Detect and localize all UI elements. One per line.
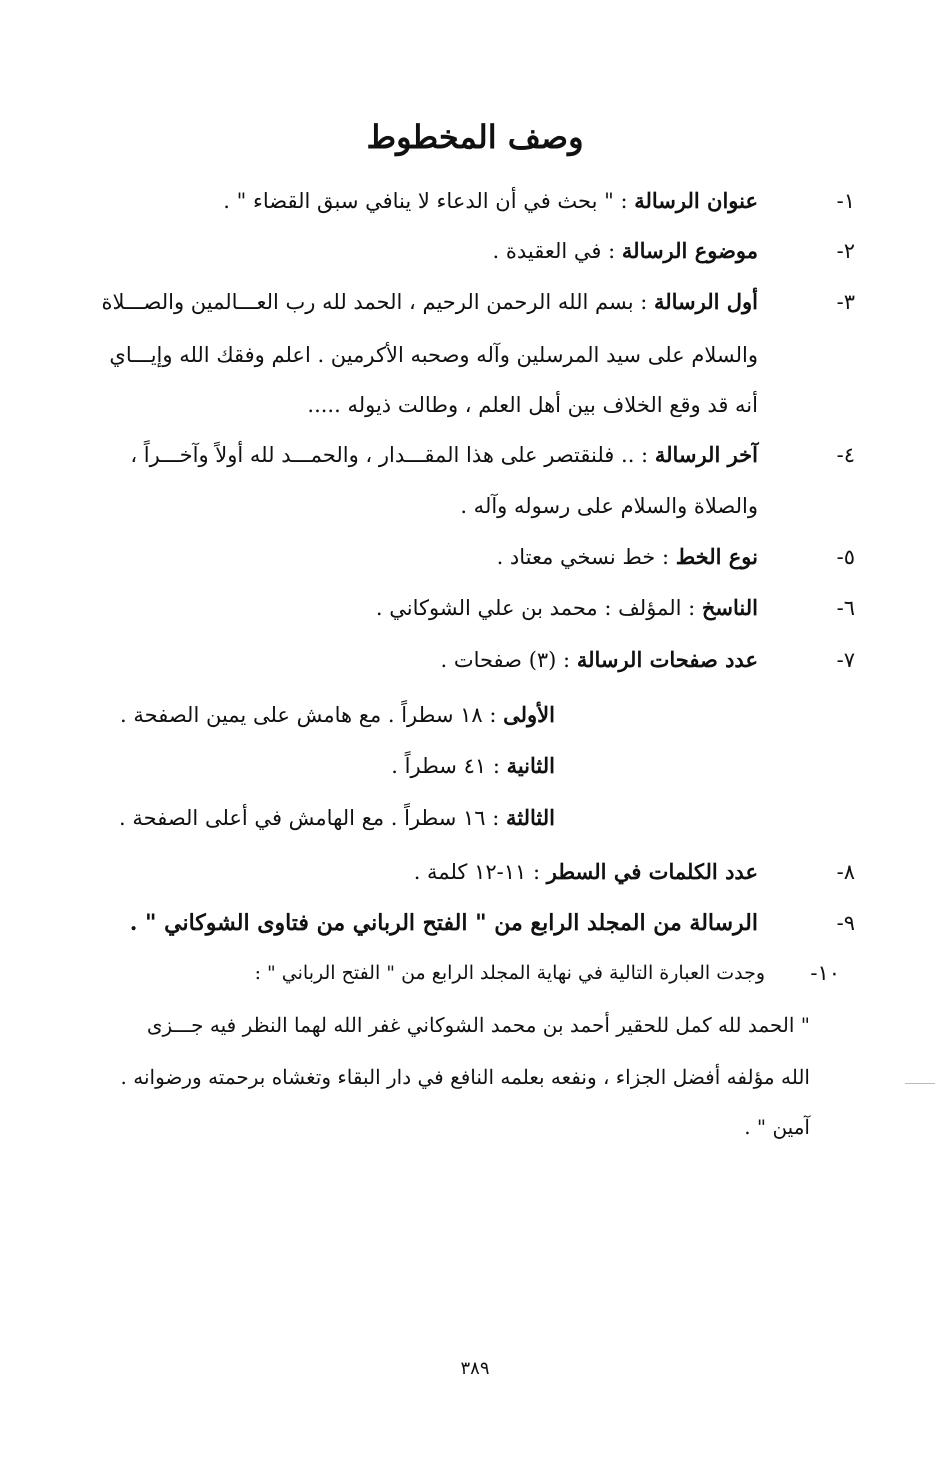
item-separator: : (556, 648, 577, 672)
page-label: الثالثة (506, 805, 555, 830)
page-text: ١٨ سطراً . مع هامش على يمين الصفحة . (120, 703, 483, 727)
item-continuation: والصلاة والسلام على رسوله وآله . (460, 494, 758, 518)
item-text: ١١-١٢ كلمة . (413, 860, 527, 884)
item-10: وجدت العبارة التالية في نهاية المجلد الرابع من " الفتح الرباني " : (254, 962, 765, 984)
item-text: (٣) صفحات . (440, 648, 557, 672)
item-number: ٤- (836, 443, 855, 467)
page-text: ١٦ سطراً . مع الهامش في أعلى الصفحة . (119, 806, 486, 830)
item-label: آخر الرسالة (654, 442, 758, 467)
item-text: " بحث في أن الدعاء لا ينافي سبق القضاء " . (223, 189, 614, 213)
page-detail-first (95, 700, 555, 730)
page-detail-second (95, 751, 555, 781)
page-text: ٤١ سطراً . (391, 754, 487, 778)
item-continuation: والسلام على سيد المرسلين وآله وصحبه الأكرمين . اعلم وفقك الله وإيـــاي (109, 343, 758, 367)
item-text: خط نسخي معتاد . (496, 545, 656, 569)
item-label: عنوان الرسالة (634, 188, 758, 213)
item-number: ٥- (836, 545, 855, 569)
item-label: موضوع الرسالة (621, 238, 758, 263)
item-3 (98, 287, 758, 317)
page-separator: : (482, 703, 504, 727)
item-1 (98, 186, 758, 216)
item-4 (98, 440, 758, 470)
page-label: الأولى (503, 702, 555, 727)
item-number: ١٠- (810, 961, 840, 985)
item-number: ٦- (836, 596, 855, 620)
item-separator: : (633, 290, 654, 314)
item-6 (98, 593, 758, 623)
item-continuation: أنه قد وقع الخلاف بين أهل العلم ، وطالت ذيوله ..... (307, 393, 758, 417)
item-number: ٨- (836, 860, 855, 884)
page-title: وصف المخطوط (366, 118, 584, 156)
item-label: أول الرسالة (653, 289, 758, 314)
item-text: المؤلف : محمد بن علي الشوكاني . (375, 596, 682, 620)
item-2 (98, 236, 758, 266)
item-number: ٩- (836, 911, 855, 935)
item-separator: : (681, 596, 702, 620)
item-number: ٣- (836, 290, 855, 314)
quote-line: الله مؤلفه أفضل الجزاء ، ونفعه بعلمه النافع في دار البقاء وتغشاه برحمته ورضوانه . (120, 1065, 810, 1089)
item-label: نوع الخط (675, 544, 758, 569)
quote-line: آمين " . (744, 1115, 810, 1139)
item-5 (98, 542, 758, 572)
item-label: عدد الكلمات في السطر (546, 859, 758, 884)
item-label: الناسخ (701, 595, 758, 620)
item-separator: : (526, 860, 547, 884)
item-number: ٢- (836, 239, 855, 263)
item-separator: : (634, 443, 655, 467)
item-separator: : (601, 239, 622, 263)
page-label: الثانية (506, 753, 555, 778)
item-text: بسم الله الرحمن الرحيم ، الحمد لله رب العـــالمين والصـــلاة (101, 290, 634, 314)
item-8 (98, 857, 758, 887)
item-label: عدد صفحات الرسالة (576, 647, 758, 672)
item-9: الرسالة من المجلد الرابع من " الفتح الرباني من فتاوى الشوكاني " . (129, 910, 758, 936)
item-text: .. فلنقتصر على هذا المقـــدار ، والحمـــد لله أولاً وآخـــراً ، (130, 443, 635, 467)
item-7 (98, 645, 758, 675)
item-text: في العقيدة . (492, 239, 602, 263)
page-detail-third (95, 803, 555, 833)
item-separator: : (613, 189, 635, 213)
page-number: ٣٨٩ (460, 1358, 490, 1379)
page-separator: : (485, 806, 507, 830)
item-number: ١- (836, 189, 855, 213)
margin-mark (905, 1083, 935, 1084)
page-separator: : (486, 754, 507, 778)
quote-line: " الحمد لله كمل للحقير أحمد بن محمد الشوكاني غفر الله لهما النظر فيه جـــزى (146, 1013, 810, 1037)
item-separator: : (655, 545, 676, 569)
item-number: ٧- (836, 648, 855, 672)
